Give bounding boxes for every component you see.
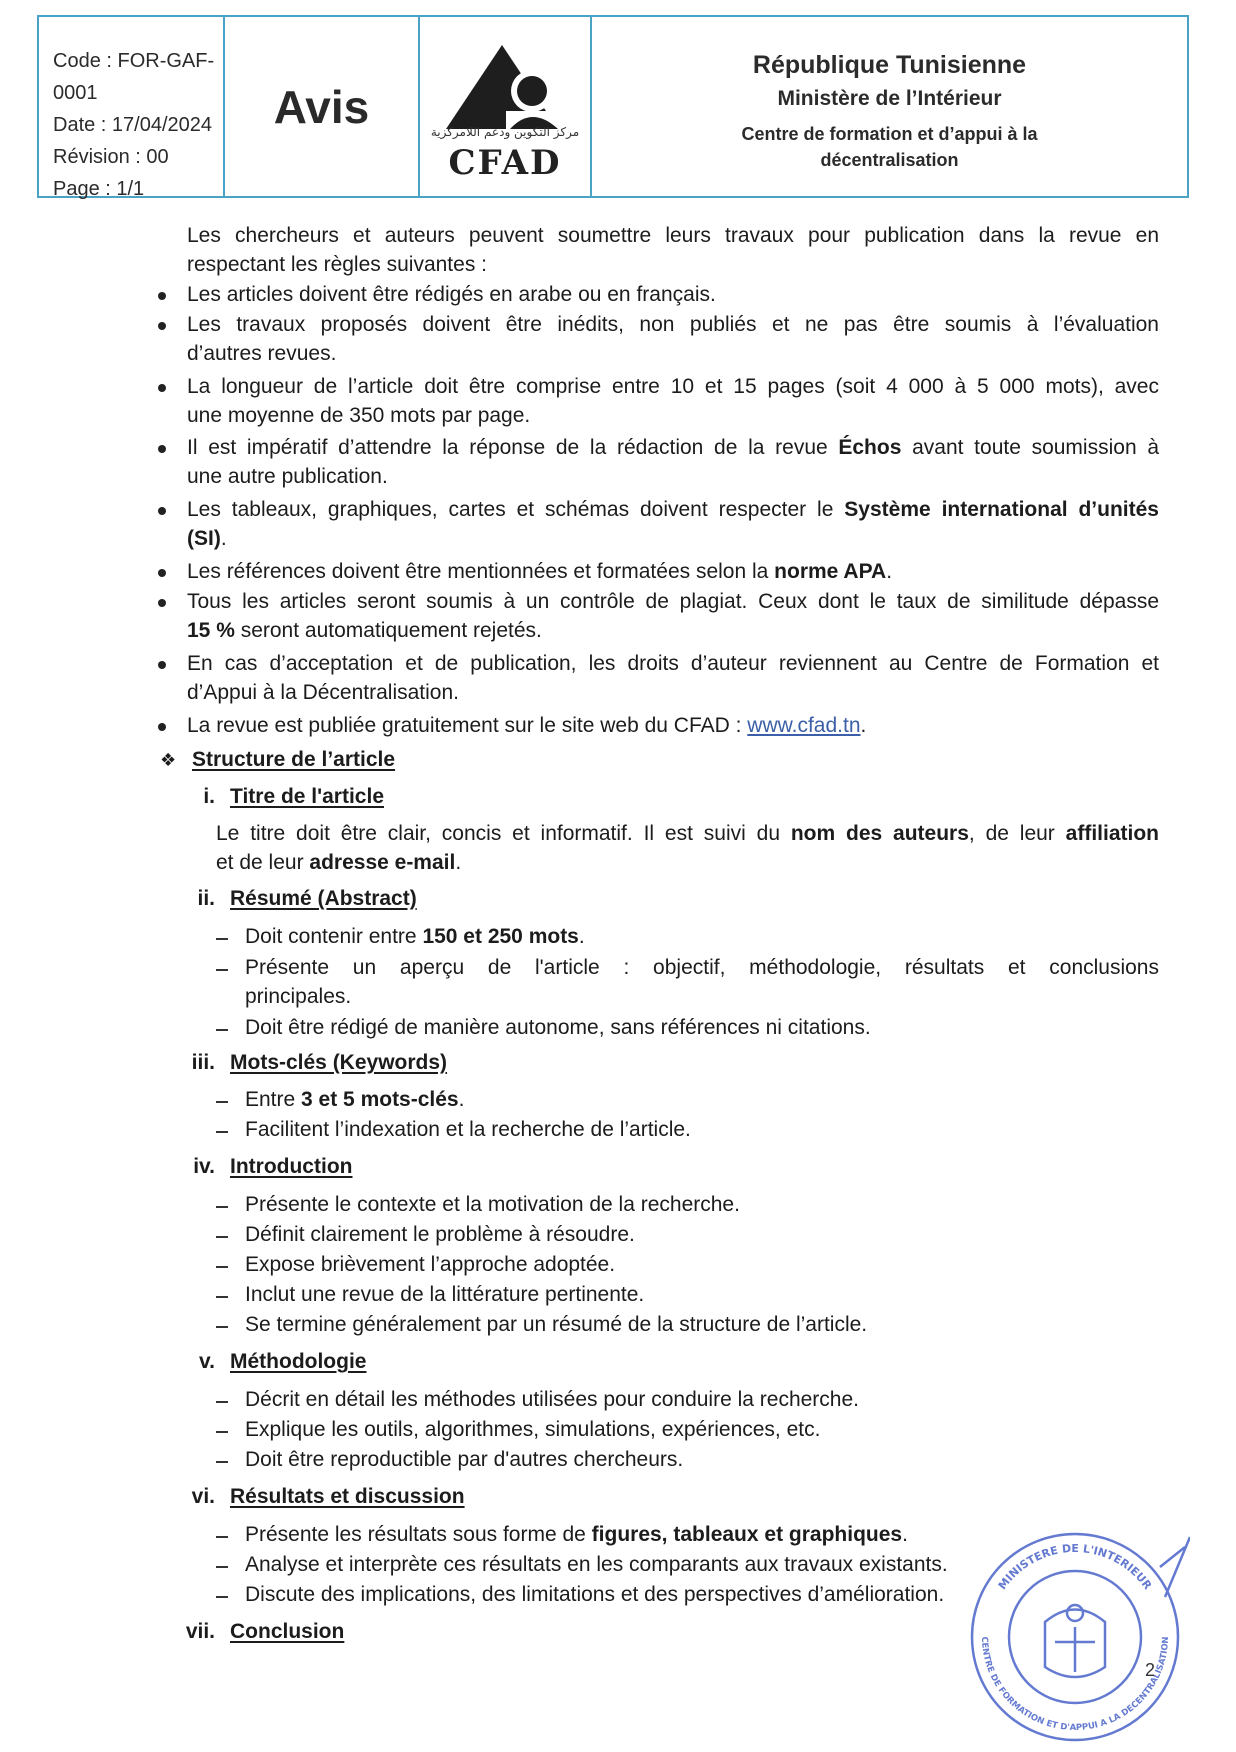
org-centre: Centre de formation et d’appui à la décentralisation xyxy=(741,124,1038,170)
section-item: Présente un aperçu de l'article : objectif, méthodologie, résultats et conclusions xyxy=(245,956,1159,979)
structure-heading: ❖ Structure de l’article xyxy=(160,748,396,771)
section-item: Présente les résultats sous forme de figures, tableaux et graphiques. xyxy=(245,1523,908,1546)
section-title: Résultats et discussion xyxy=(230,1485,465,1508)
bullet-icon xyxy=(158,445,166,453)
dash-icon xyxy=(216,1431,228,1433)
section-title: Introduction xyxy=(230,1155,353,1178)
section-title: Conclusion xyxy=(230,1620,345,1643)
document-header xyxy=(37,15,1189,198)
rule-item: (SI). xyxy=(187,527,227,550)
dash-icon xyxy=(216,1461,228,1463)
section-item: Se termine généralement par un résumé de la structure de l’article. xyxy=(245,1313,868,1336)
document-title: Avis xyxy=(225,17,420,196)
organization-block xyxy=(592,17,1187,196)
section-item: Doit contenir entre 150 et 250 mots. xyxy=(245,925,585,948)
rule-item: La revue est publiée gratuitement sur le site web du CFAD : www.cfad.tn. xyxy=(187,714,867,737)
section-item: Doit être reproductible par d'autres chercheurs. xyxy=(245,1448,684,1471)
rule-item: une autre publication. xyxy=(187,465,388,488)
diamond-bullet-icon: ❖ xyxy=(160,750,177,771)
org-republic: République Tunisienne xyxy=(752,51,1027,79)
section-number: iv. xyxy=(193,1155,215,1178)
section-item: Présente le contexte et la motivation de la recherche. xyxy=(245,1193,740,1216)
doc-page: Page : 1/1 xyxy=(53,178,145,200)
bullet-icon xyxy=(158,661,166,669)
bullet-icon xyxy=(158,292,166,300)
rule-item: En cas d’acceptation et de publication, les droits d’auteur reviennent au Centre de Formation et xyxy=(187,652,1159,675)
section-title: Méthodologie xyxy=(230,1350,367,1373)
dash-icon xyxy=(216,1401,228,1403)
dash-icon xyxy=(216,1566,228,1568)
rule-item: La longueur de l’article doit être comprise entre 10 et 15 pages (soit 4 000 à 5 000 mots), avec xyxy=(187,375,1159,398)
stamp-bottom-text: CENTRE DE FORMATION ET D'APPUI A LA DECENTRALISATION xyxy=(978,1636,1172,1734)
stamp-top-text: MINISTERE DE L'INTERIEUR xyxy=(995,1541,1155,1593)
rule-item: une moyenne de 350 mots par page. xyxy=(187,404,531,427)
section-item: principales. xyxy=(245,985,352,1008)
page-number: 2 xyxy=(1145,1660,1156,1680)
intro-line: respectant les règles suivantes : xyxy=(187,253,487,276)
rule-item: Les références doivent être mentionnées et formatées selon la norme APA. xyxy=(187,560,893,583)
section-item: Facilitent l’indexation et la recherche de l’article. xyxy=(245,1118,691,1141)
section-item: Doit être rédigé de manière autonome, sans références ni citations. xyxy=(245,1016,871,1039)
dash-icon xyxy=(216,1236,228,1238)
org-ministry: Ministère de l’Intérieur xyxy=(777,87,1002,110)
dash-icon xyxy=(216,1101,228,1103)
bullet-icon xyxy=(158,599,166,607)
cfad-logo-icon xyxy=(440,45,570,129)
section-item: Entre 3 et 5 mots-clés. xyxy=(245,1088,465,1111)
section-item: Définit clairement le problème à résoudre. xyxy=(245,1223,635,1246)
rule-item: Tous les articles seront soumis à un contrôle de plagiat. Ceux dont le taux de similitude dépasse xyxy=(187,590,1159,613)
bullet-icon xyxy=(158,384,166,392)
dash-icon xyxy=(216,1296,228,1298)
dash-icon xyxy=(216,1029,228,1031)
section-title: Mots-clés (Keywords) xyxy=(230,1051,448,1074)
section-item: Expose brièvement l’approche adoptée. xyxy=(245,1253,616,1276)
section-number: v. xyxy=(199,1350,215,1373)
rule-item: d’Appui à la Décentralisation. xyxy=(187,681,459,704)
doc-revision: Révision : 00 xyxy=(53,146,169,168)
document-meta xyxy=(39,17,225,200)
bullet-icon xyxy=(158,569,166,577)
bullet-icon xyxy=(158,322,166,330)
official-stamp xyxy=(960,1527,1190,1747)
dash-icon xyxy=(216,969,228,971)
section-item: Explique les outils, algorithmes, simulations, expériences, etc. xyxy=(245,1418,821,1441)
doc-date: Date : 17/04/2024 xyxy=(53,114,213,136)
dash-icon xyxy=(216,1326,228,1328)
rule-item: d’autres revues. xyxy=(187,342,337,365)
intro-line: Les chercheurs et auteurs peuvent soumettre leurs travaux pour publication dans la revue en xyxy=(187,224,1159,247)
rule-item: Les travaux proposés doivent être inédits, non publiés et ne pas être soumis à l’évaluation xyxy=(187,313,1159,336)
section-item: Analyse et interprète ces résultats en les comparants aux travaux existants. xyxy=(245,1553,948,1576)
section-title: Titre de l'article xyxy=(230,785,385,808)
section-number: ii. xyxy=(197,887,215,910)
logo-name: CFAD xyxy=(448,143,562,183)
section-title: Résumé (Abstract) xyxy=(230,887,417,910)
section-number: vi. xyxy=(191,1485,215,1508)
section-number: iii. xyxy=(191,1051,215,1074)
dash-icon xyxy=(216,1266,228,1268)
dash-icon xyxy=(216,938,228,940)
rule-item: 15 % seront automatiquement rejetés. xyxy=(187,619,542,642)
rule-item: Les tableaux, graphiques, cartes et schémas doivent respecter le Système international d’unités xyxy=(187,498,1159,521)
cfad-logo xyxy=(420,17,592,196)
rule-item: Il est impératif d’attendre la réponse de la rédaction de la revue Échos avant toute soumission à xyxy=(187,436,1159,459)
section-number: i. xyxy=(203,785,215,808)
section-paragraph: Le titre doit être clair, concis et informatif. Il est suivi du nom des auteurs, de leur affiliation xyxy=(216,822,1159,845)
section-item: Inclut une revue de la littérature pertinente. xyxy=(245,1283,645,1306)
section-number: vii. xyxy=(185,1620,215,1643)
bullet-icon xyxy=(158,507,166,515)
cfad-website-link[interactable]: www.cfad.tn xyxy=(747,714,861,737)
dash-icon xyxy=(216,1206,228,1208)
dash-icon xyxy=(216,1131,228,1133)
dash-icon xyxy=(216,1536,228,1538)
rule-item: Les articles doivent être rédigés en arabe ou en français. xyxy=(187,283,716,306)
dash-icon xyxy=(216,1596,228,1598)
logo-arabic-text: مركز التكوين ودعم اللامركزية xyxy=(430,125,580,139)
doc-code: Code : FOR-GAF-0001 xyxy=(53,50,215,104)
section-paragraph: et de leur adresse e-mail. xyxy=(216,851,462,874)
section-item: Décrit en détail les méthodes utilisées pour conduire la recherche. xyxy=(245,1388,859,1411)
section-item: Discute des implications, des limitations et des perspectives d’amélioration. xyxy=(245,1583,945,1606)
bullet-icon xyxy=(158,723,166,731)
